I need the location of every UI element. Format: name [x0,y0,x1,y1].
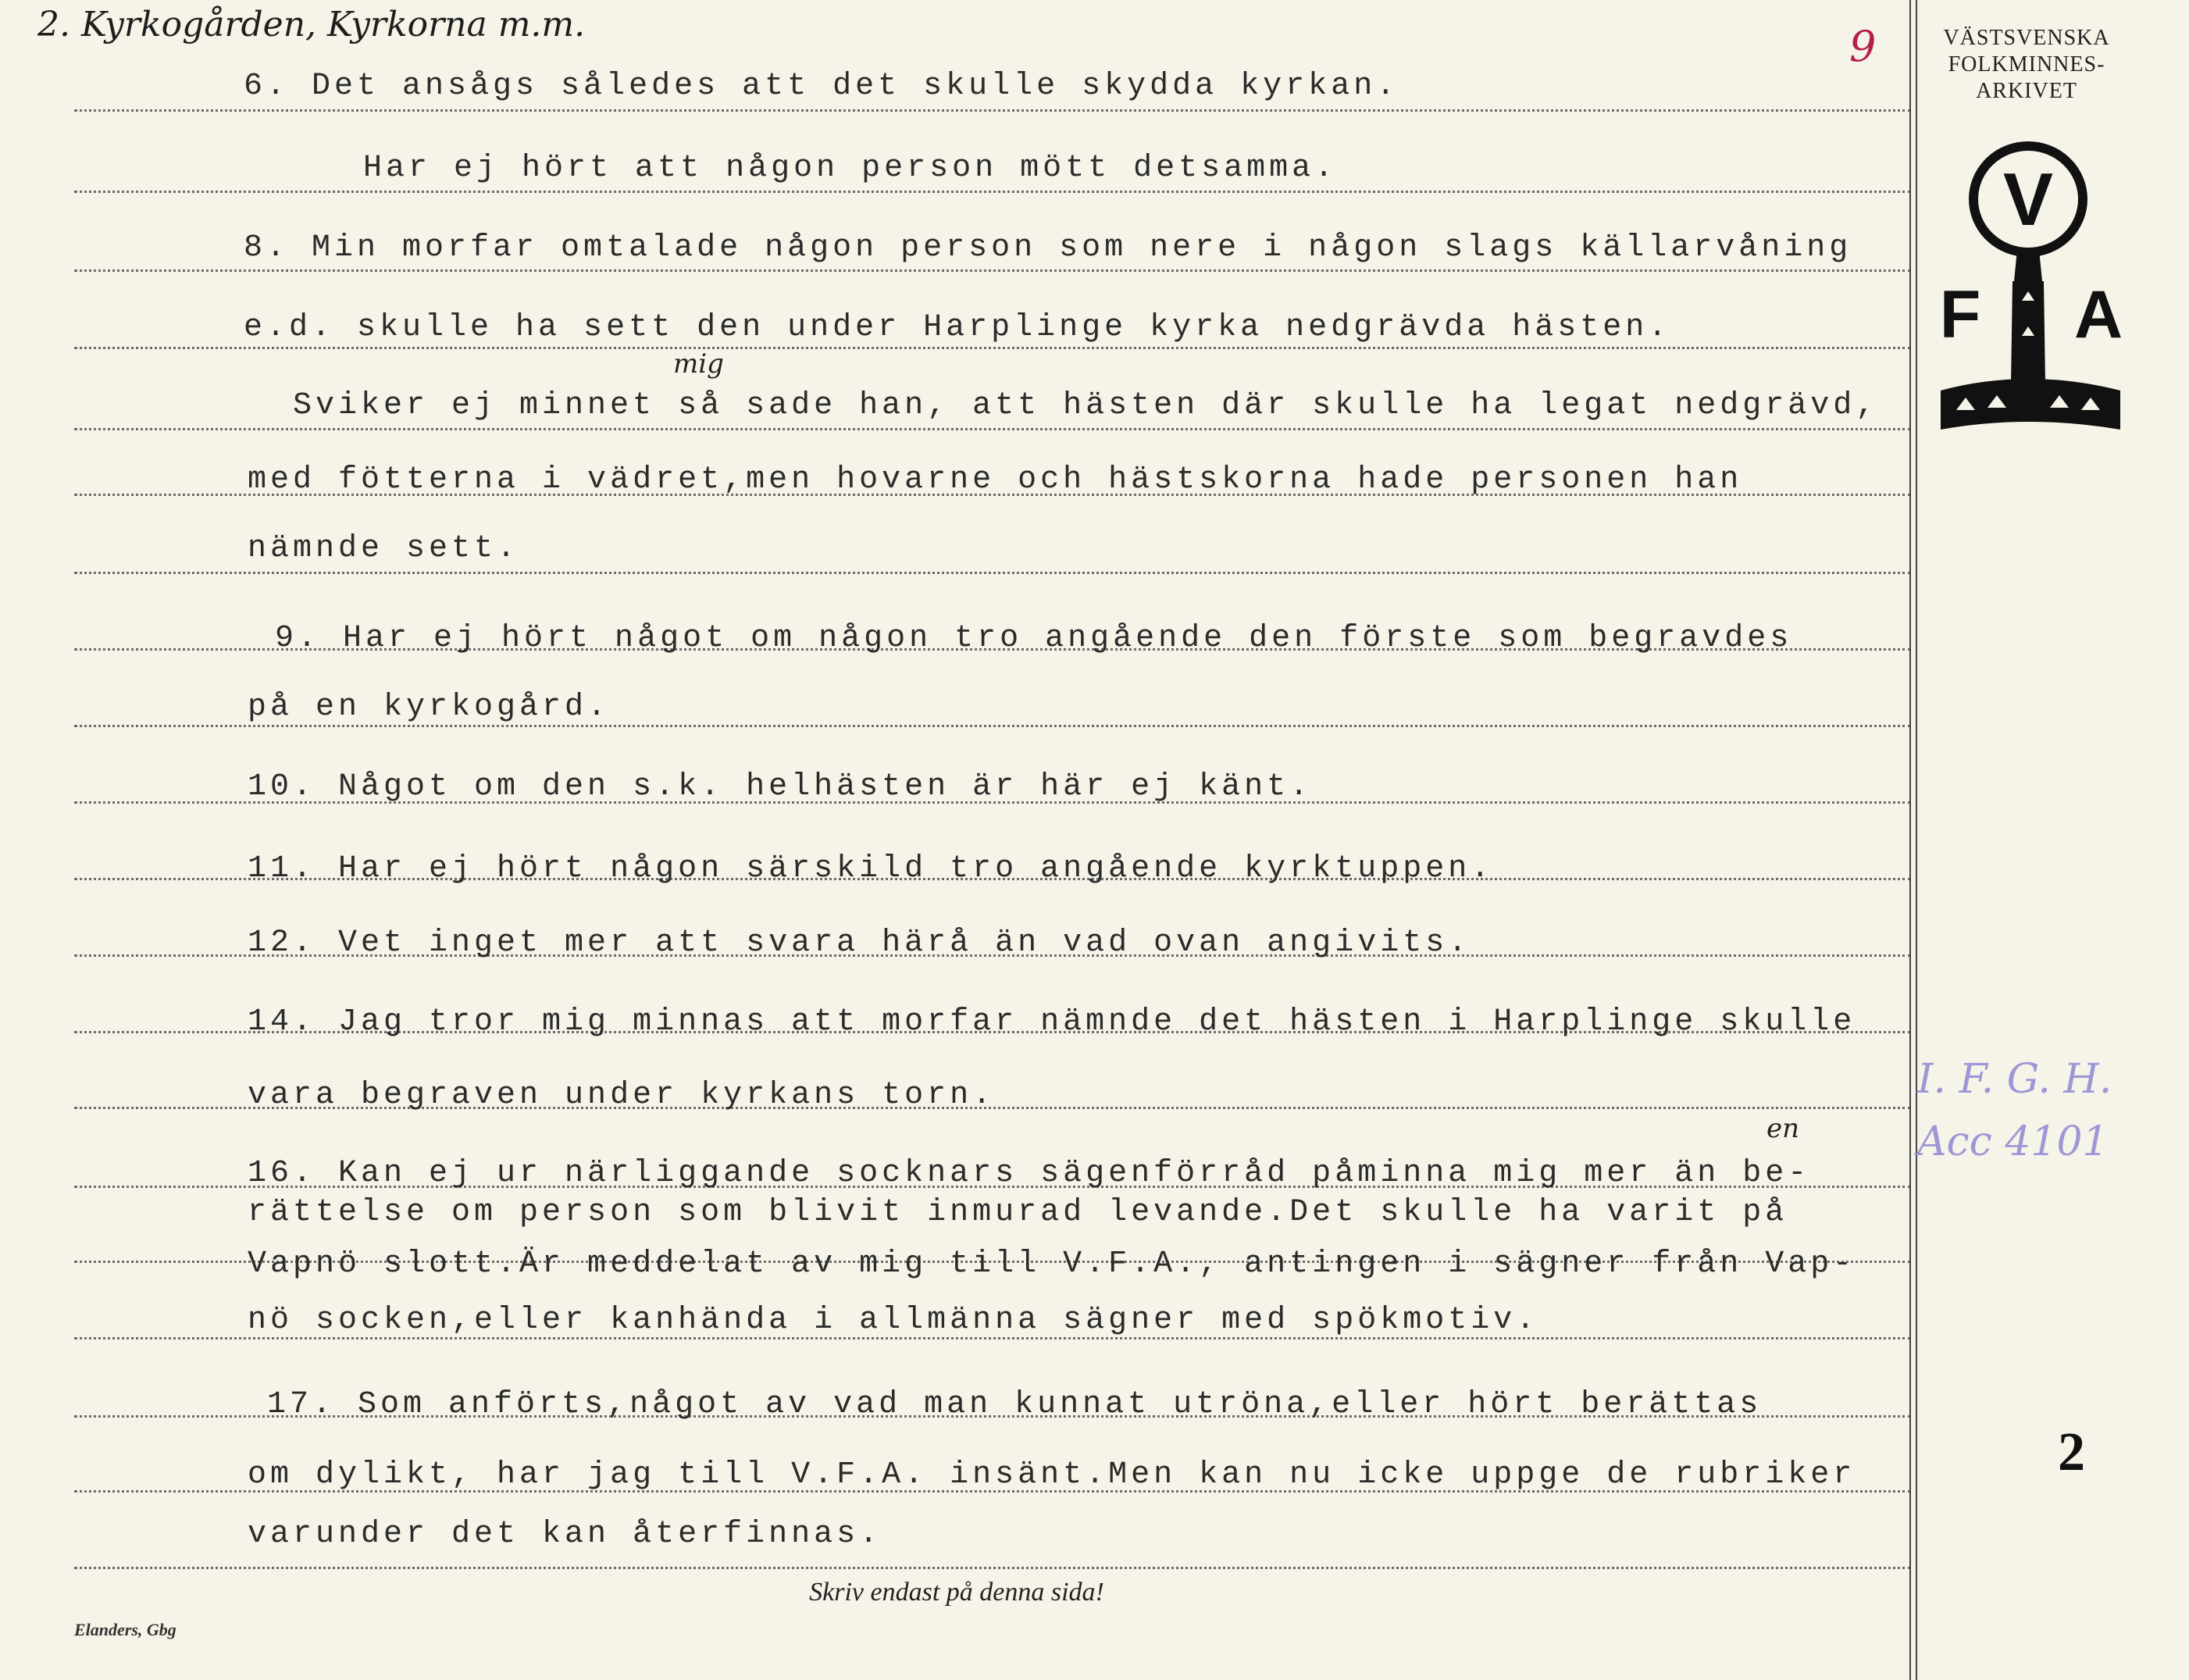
ruling-line [74,269,1911,272]
text-line: Vapnö slott.Är meddelat av mig till V.F.A., antingen i sägner från Vap- [248,1247,1856,1282]
text-line: 10. Något om den s.k. helhästen är här ej känt. [248,769,1313,804]
text-line: med fötterna i vädret,men hovarne och hästskorna hade personen han [248,462,1743,498]
ruling-line [74,191,1911,193]
text-line: e.d. skulle ha sett den under Harplinge kyrka nedgrävda hästen. [244,310,1671,345]
page-number: 2 [2058,1422,2085,1482]
archive-name-line: ARKIVET [1976,79,2077,103]
text-line: 16. Kan ej ur närliggande socknars sägenförråd påminna mig mer än be- [248,1156,1811,1191]
ruling-line [74,725,1911,727]
text-line: 8. Min morfar omtalade någon person som nere i någon slags källarvåning [244,230,1852,266]
insertion-mig: mig [673,348,724,380]
ruling-line [74,428,1911,430]
archive-name-line: VÄSTSVENSKA [1943,26,2110,50]
vfa-logo [1925,133,2136,445]
text-line: 9. Har ej hört något om någon tro angående den förste som begravdes [275,621,1793,656]
ruling-line [74,109,1911,112]
logo-letter-v: V [2002,158,2054,241]
ruling-line [74,347,1911,349]
text-line: 17. Som anförts,något av vad man kunnat utröna,eller hört berättas [267,1387,1763,1422]
text-line: på en kyrkogård. [248,690,611,725]
text-line: 6. Det ansågs således att det skulle skydda kyrkan. [244,69,1399,104]
text-line: nö socken,eller kanhända i allmänna sägner med spökmotiv. [248,1303,1539,1338]
margin-rule [1909,0,1911,1680]
ruling-line [74,1567,1911,1569]
corner-mark: 9 [1849,22,1877,71]
text-line: 11. Har ej hört någon särskild tro angående kyrktuppen. [248,851,1494,886]
text-line: nämnde sett. [248,531,520,566]
stamp-line: I. F. G. H. [1917,1056,2112,1103]
margin-rule [1916,0,1917,1680]
text-line: Har ej hört att någon person mött detsamma. [363,151,1338,186]
text-line: vara begraven under kyrkans torn. [248,1078,996,1113]
text-line: Sviker ej minnet så sade han, att hästen där skulle ha legat nedgrävd, [293,388,1879,423]
footer-instruction: Skriv endast på denna sida! [809,1578,1104,1607]
stamp-accession: Acc 4101 [1917,1118,2109,1165]
ruling-line [74,572,1911,574]
logo-letter-a: A [2073,277,2123,352]
text-line: varunder det kan återfinnas. [248,1517,882,1552]
text-line: 14. Jag tror mig minnas att morfar nämnde det hästen i Harplinge skulle [248,1004,1856,1040]
text-line: 12. Vet inget mer att svara härå än vad ovan angivits. [248,926,1471,961]
insertion-en: en [1767,1113,1800,1144]
text-line: rättelse om person som blivit inmurad levande.Det skulle ha varit på [248,1195,1788,1230]
logo-letter-f: F [1939,277,1981,352]
printer-credit: Elanders, Gbg [74,1620,176,1639]
text-line: om dylikt, har jag till V.F.A. insänt.Men kan nu icke uppge de rubriker [248,1457,1856,1493]
archive-name-line: FOLKMINNES- [1948,52,2105,77]
header-note: 2. Kyrkogården, Kyrkorna m.m. [37,5,586,45]
